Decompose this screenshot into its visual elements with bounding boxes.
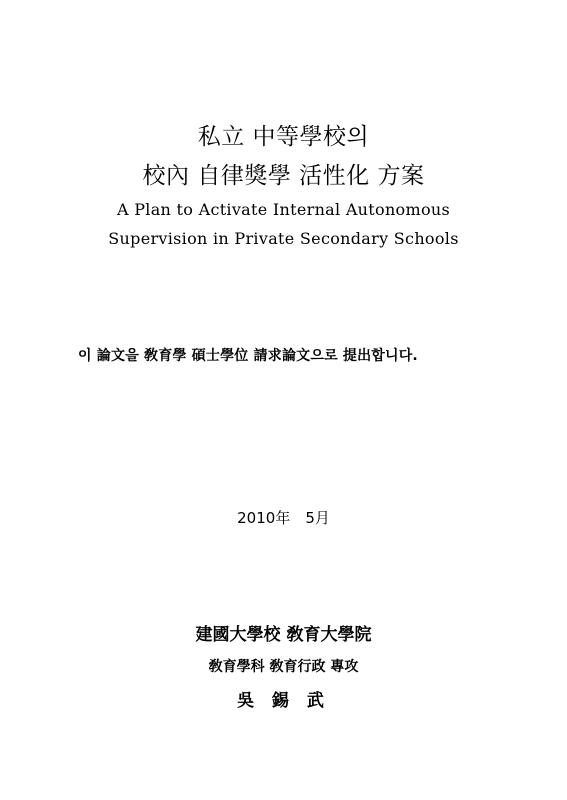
university-graduate-school: 建國大學校 敎育大學院 — [195, 625, 372, 645]
author-name: 吳 錫 武 — [237, 691, 330, 711]
english-title-line-2: Supervision in Private Secondary Schools — [108, 229, 459, 248]
thesis-title-line-2: 校內 自律獎學 活性化 方案 — [142, 163, 425, 189]
thesis-title-line-1: 私立 中等學校의 — [197, 124, 370, 150]
submission-statement: 이 論文을 敎育學 碩士學位 請求論文으로 提出합니다. — [78, 348, 418, 364]
english-title-line-1: A Plan to Activate Internal Autonomous — [116, 200, 451, 219]
department-major: 敎育學科 敎育行政 專攻 — [208, 659, 359, 675]
submission-date: 2010年 5月 — [237, 509, 330, 527]
